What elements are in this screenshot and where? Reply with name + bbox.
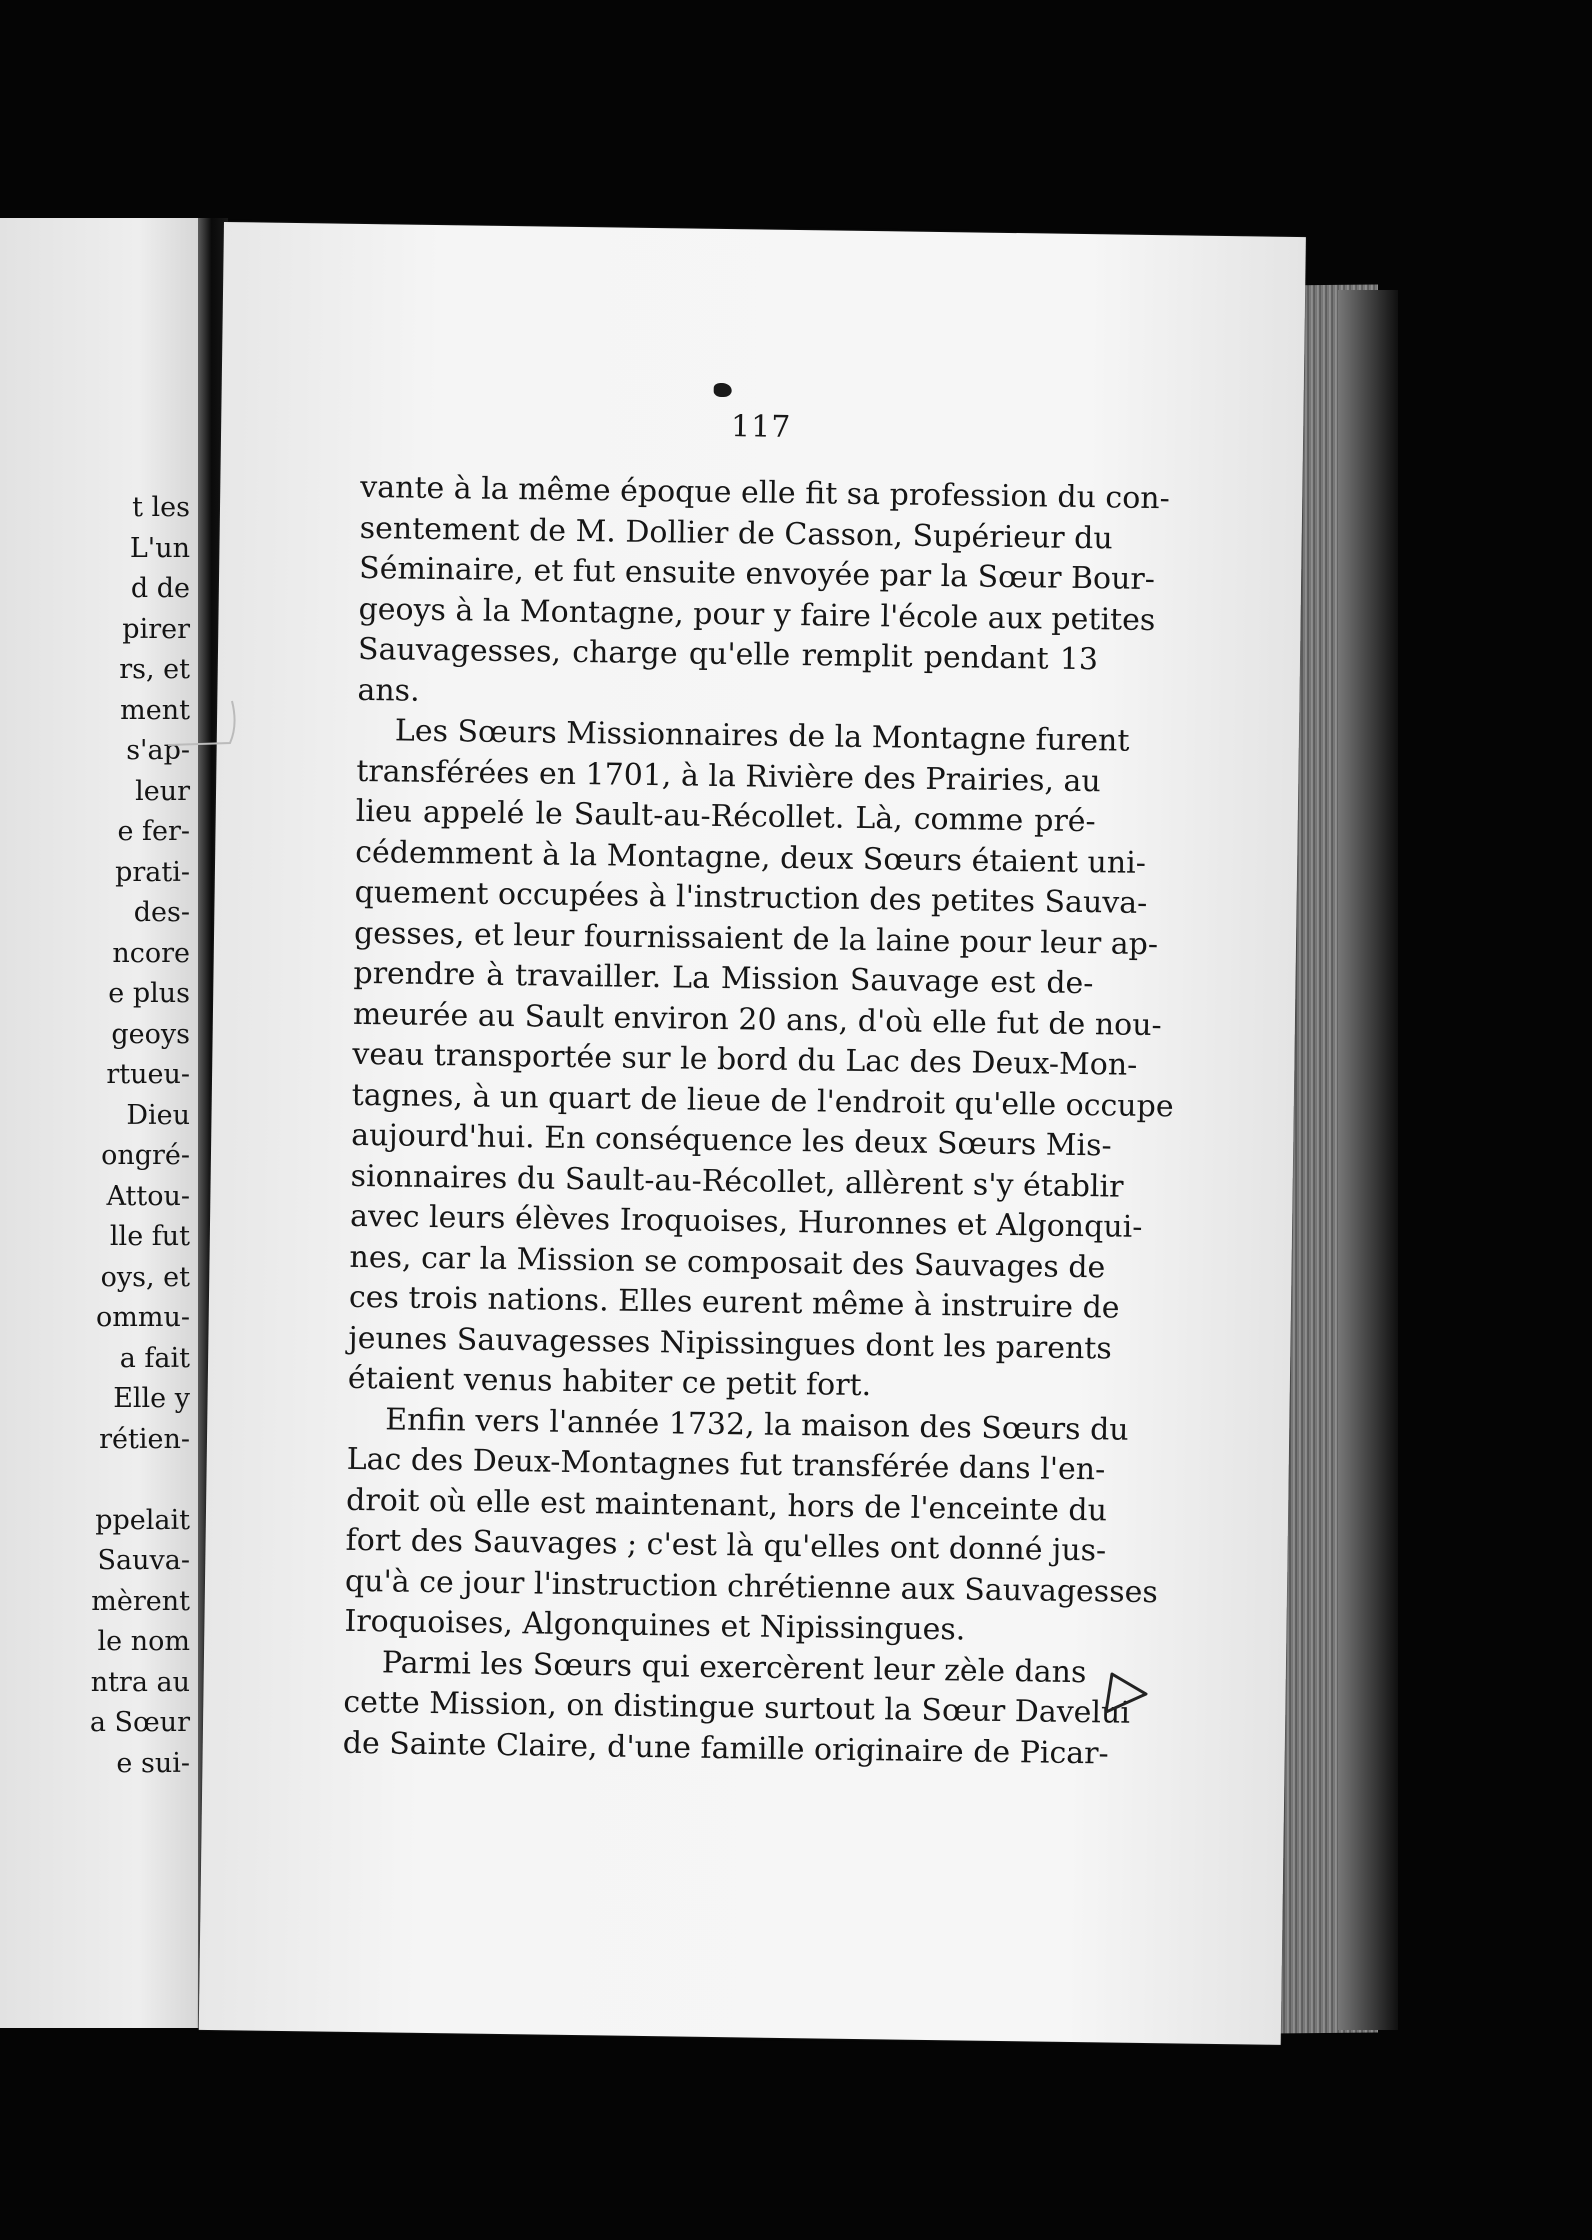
previous-page-line: ment [120,694,190,726]
text-line: Les Sœurs Missionnaires de la Montagne furent [394,713,1130,759]
text-line: fort des Sauvages ; c'est là qu'elles ont donné jus- [345,1522,1107,1569]
text-line: avec leurs élèves Iroquoises, Huronnes et Algonqui- [349,1198,1143,1245]
previous-page [0,218,198,2028]
text-line: sentement de M. Dollier de Casson, Supérieur du [359,510,1113,556]
current-page [199,222,1306,2045]
text-line: transférées en 1701, à la Rivière des Prairies, au [356,753,1102,799]
text-line: jeunes Sauvagesses Nipissingues dont les parents [348,1320,1112,1367]
previous-page-line: L'un [129,532,190,564]
text-line: Enfin vers l'année 1732, la maison des Sœurs du [385,1401,1129,1448]
previous-page-line: ncore [112,937,190,969]
text-line: cédemment à la Montagne, deux Sœurs étaient uni- [354,834,1147,881]
text-line: lieu appelé le Sault-au-Récollet. Là, comme pré- [355,793,1096,840]
previous-page-line: oys, et [100,1261,190,1293]
page-body-text [342,468,1174,1774]
text-line: qu'à ce jour l'instruction chrétienne aux Sauvagesses [344,1563,1159,1610]
previous-page-line: rtueu- [106,1059,190,1090]
text-line: Lac des Deux-Montagnes fut transférée dans l'en- [346,1441,1106,1488]
previous-page-line: Elle y [113,1383,190,1414]
text-line: quement occupées à l'instruction des petites Sauva- [354,874,1148,921]
text-line: de Sainte Claire, d'une famille originaire de Picar- [342,1725,1109,1771]
previous-page-line: ppelait [95,1504,190,1536]
previous-page-line: le nom [97,1626,190,1657]
text-line: nes, car la Mission se composait des Sauvages de [349,1239,1106,1285]
text-line: aujourd'hui. En conséquence les deux Sœurs Mis- [351,1117,1112,1164]
previous-page-line: a Sœur [89,1707,190,1738]
text-line: prendre à travailler. La Mission Sauvage est de- [353,955,1094,1002]
previous-page-line: e sui- [116,1747,190,1779]
previous-page-line: leur [135,775,190,807]
previous-page-line: ommu- [96,1302,190,1333]
previous-page-text [90,488,190,1784]
text-line: gesses, et leur fournissaient de la laine pour leur ap- [353,915,1159,962]
text-line: meurée au Sault environ 20 ans, d'où elle fut de nou- [352,996,1162,1043]
previous-page-line: e plus [108,978,190,1009]
previous-page-line: Dieu [126,1099,190,1131]
text-line: Iroquoises, Algonquines et Nipissingues. [344,1603,966,1648]
text-line: Sauvagesses, charge qu'elle remplit pendant 13 [357,631,1099,678]
text-line: ans. [357,672,420,709]
previous-page-line: prati- [115,856,190,888]
text-line: tagnes, à un quart de lieue de l'endroit qu'elle occupe [351,1077,1174,1124]
text-line: Séminaire, et fut ensuite envoyée par la Sœur Bour- [358,550,1156,598]
text-line: veau transportée sur le bord du Lac des Deux-Mon- [352,1036,1138,1083]
text-line: étaient venus habiter ce petit fort. [347,1360,872,1404]
text-line: sionnaires du Sault-au-Récollet, allèrent s'y établir [350,1158,1124,1205]
text-line: geoys à la Montagne, pour y faire l'école aux petites [358,591,1156,638]
text-line: ces trois nations. Elles eurent même à instruire de [348,1279,1120,1326]
text-line: cette Mission, on distingue surtout la Sœur Davelui [343,1684,1131,1731]
previous-page-line: mèrent [91,1585,190,1617]
previous-page-line: rétien- [99,1423,190,1455]
previous-page-line: ntra au [90,1666,190,1698]
text-line: vante à la même époque elle fit sa profession du con- [360,469,1171,517]
previous-page-line: pirer [122,613,190,645]
previous-page-line: a fait [119,1342,190,1374]
previous-page-line: e fer- [117,816,190,847]
book-edge-shadow [1338,290,1398,2030]
previous-page-line: des- [133,897,190,928]
previous-page-line: Attou- [106,1180,190,1212]
previous-page-line: ongré- [101,1140,190,1171]
text-line: Parmi les Sœurs qui exercèrent leur zèle dans [381,1644,1087,1690]
previous-page-line: lle fut [109,1221,190,1252]
previous-page-line: geoys [111,1018,190,1050]
previous-page-line: s'ap- [126,735,190,766]
margin-pencil-mark-icon [1100,1668,1152,1718]
previous-page-line: d de [130,573,190,604]
previous-page-line: Sauva- [97,1545,190,1576]
page-number: 117 [730,409,792,445]
text-line: droit où elle est maintenant, hors de l'enceinte du [345,1482,1108,1528]
margin-bracket-mark [168,695,248,755]
previous-page-line: t les [132,492,190,523]
ink-blot [714,383,732,397]
previous-page-line [90,1460,190,1501]
previous-page-line: rs, et [119,654,190,685]
